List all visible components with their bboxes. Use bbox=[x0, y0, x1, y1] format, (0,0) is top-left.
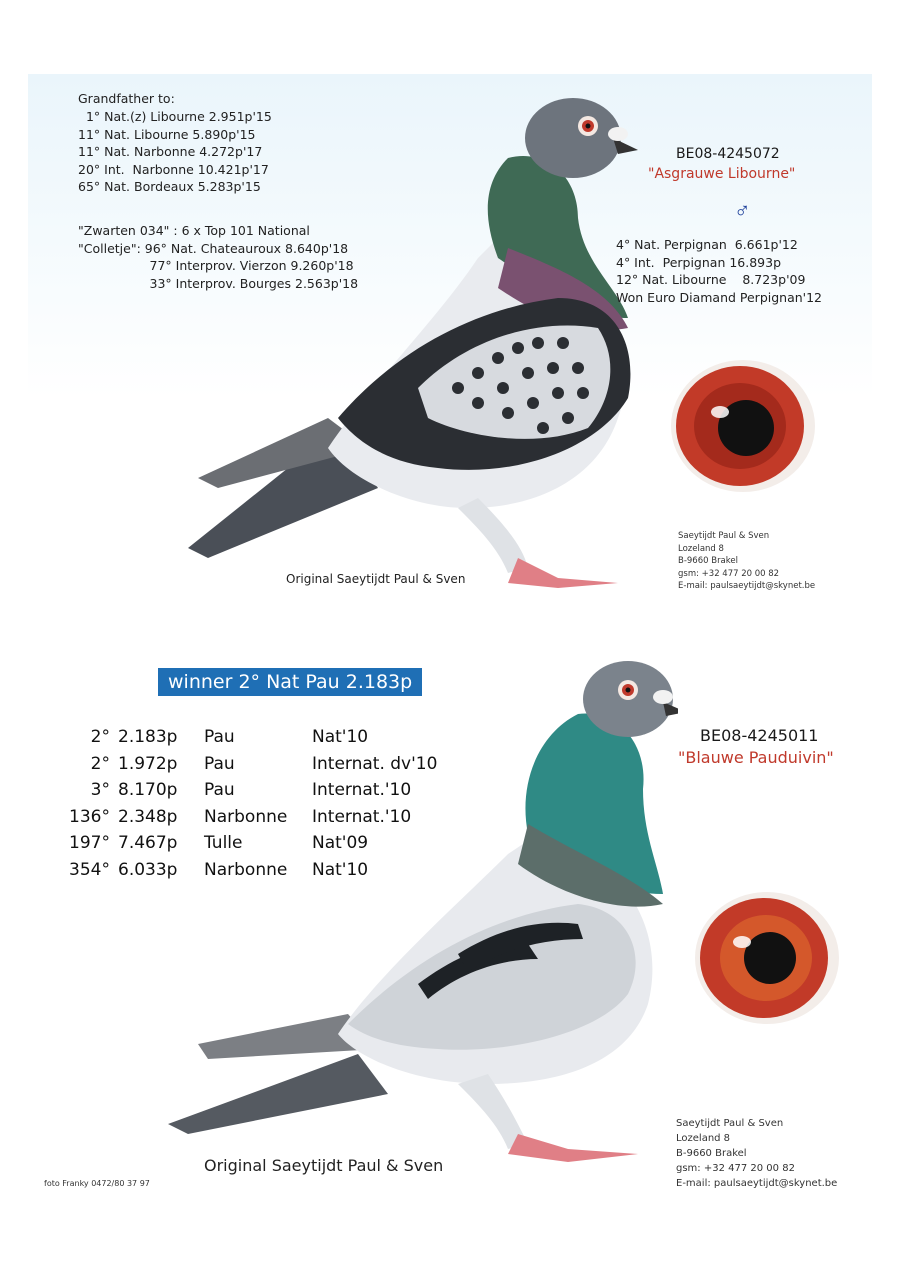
result-line: 11° Nat. Libourne 5.890p'15 bbox=[78, 126, 256, 142]
contact-block bbox=[678, 530, 815, 593]
result-place: 136° bbox=[69, 806, 110, 827]
result-race: Pau bbox=[204, 727, 235, 748]
result-place: 2° bbox=[90, 753, 110, 774]
contact-name: Saeytijdt Paul & Sven bbox=[678, 531, 770, 541]
offspring-line: 33° Interprov. Bourges 2.563p'18 bbox=[78, 275, 359, 291]
contact-street: Lozeland 8 bbox=[676, 1133, 731, 1144]
offspring-line: "Zwarten 034" : 6 x Top 101 National bbox=[78, 223, 310, 238]
photo-credit: foto Franky 0472/80 37 97 bbox=[44, 1179, 150, 1188]
contact-street: Lozeland 8 bbox=[678, 543, 724, 554]
contact-email: E-mail: paulsaeytijdt@skynet.be bbox=[678, 581, 816, 591]
result-distance: 2.183p bbox=[118, 727, 178, 748]
ring-number: BE08-4245011 bbox=[700, 726, 819, 745]
contact-phone: gsm: +32 477 20 00 82 bbox=[678, 568, 780, 579]
result-race: Narbonne bbox=[204, 806, 288, 827]
pigeon-photo-2 bbox=[158, 654, 678, 1194]
contact-city: B-9660 Brakel bbox=[678, 556, 738, 566]
pigeon-photo-1 bbox=[178, 88, 648, 608]
result-level: Nat'10 bbox=[312, 727, 369, 748]
result-line: 1° Nat.(z) Libourne 2.951p'15 bbox=[78, 109, 272, 124]
result-race: Tulle bbox=[204, 833, 243, 854]
grandfather-title: Grandfather to: bbox=[78, 91, 175, 106]
offspring-line: 77° Interprov. Vierzon 9.260p'18 bbox=[78, 258, 354, 273]
result-race: Narbonne bbox=[204, 859, 288, 880]
eye-closeup-1 bbox=[668, 356, 818, 496]
original-label: Original Saeytijdt Paul & Sven bbox=[286, 572, 466, 586]
result-line: 20° Int. Narbonne 10.421p'17 bbox=[78, 161, 269, 177]
result-distance: 8.170p bbox=[118, 780, 178, 801]
pigeon-card-asgrauwe-libourne bbox=[28, 74, 872, 614]
pigeon-card-blauwe-pauduivin bbox=[28, 648, 872, 1208]
contact-name: Saeytijdt Paul & Sven bbox=[676, 1118, 784, 1129]
result-place: 354° bbox=[69, 859, 110, 880]
result-level: Nat'10 bbox=[312, 859, 369, 880]
winner-banner: winner 2° Nat Pau 2.183p bbox=[158, 668, 422, 696]
contact-email: E-mail: paulsaeytijdt@skynet.be bbox=[676, 1178, 838, 1189]
result-distance: 7.467p bbox=[118, 833, 178, 854]
contact-block bbox=[676, 1116, 837, 1191]
eye-closeup-2 bbox=[692, 888, 842, 1028]
result-race: Pau bbox=[204, 780, 235, 801]
result-level: Internat. dv'10 bbox=[312, 753, 438, 774]
result-line: 65° Nat. Bordeaux 5.283p'15 bbox=[78, 179, 261, 194]
own-result-line: 4° Int. Perpignan 16.893p bbox=[616, 254, 782, 270]
result-line: 11° Nat. Narbonne 4.272p'17 bbox=[78, 144, 263, 159]
ring-number: BE08-4245072 bbox=[676, 146, 780, 162]
result-distance: 2.348p bbox=[118, 806, 178, 827]
result-distance: 1.972p bbox=[118, 753, 178, 774]
result-distance: 6.033p bbox=[118, 859, 178, 880]
result-place: 197° bbox=[69, 833, 110, 854]
own-result-line: 12° Nat. Libourne 8.723p'09 bbox=[616, 272, 806, 287]
contact-city: B-9660 Brakel bbox=[676, 1148, 747, 1159]
male-symbol-icon: ♂ bbox=[734, 198, 751, 223]
result-level: Internat.'10 bbox=[312, 780, 412, 801]
pigeon-nickname: "Blauwe Pauduivin" bbox=[678, 748, 834, 767]
own-result-line: Won Euro Diamand Perpignan'12 bbox=[616, 289, 823, 305]
result-place: 2° bbox=[90, 727, 110, 748]
own-results bbox=[616, 236, 822, 306]
result-level: Internat.'10 bbox=[312, 806, 412, 827]
result-level: Nat'09 bbox=[312, 833, 369, 854]
offspring-line: "Colletje": 96° Nat. Chateauroux 8.640p'18 bbox=[78, 240, 349, 256]
original-label: Original Saeytijdt Paul & Sven bbox=[204, 1156, 444, 1175]
result-place: 3° bbox=[90, 780, 110, 801]
own-result-line: 4° Nat. Perpignan 6.661p'12 bbox=[616, 237, 798, 252]
result-race: Pau bbox=[204, 753, 235, 774]
pigeon-nickname: "Asgrauwe Libourne" bbox=[648, 166, 796, 182]
contact-phone: gsm: +32 477 20 00 82 bbox=[676, 1163, 795, 1174]
